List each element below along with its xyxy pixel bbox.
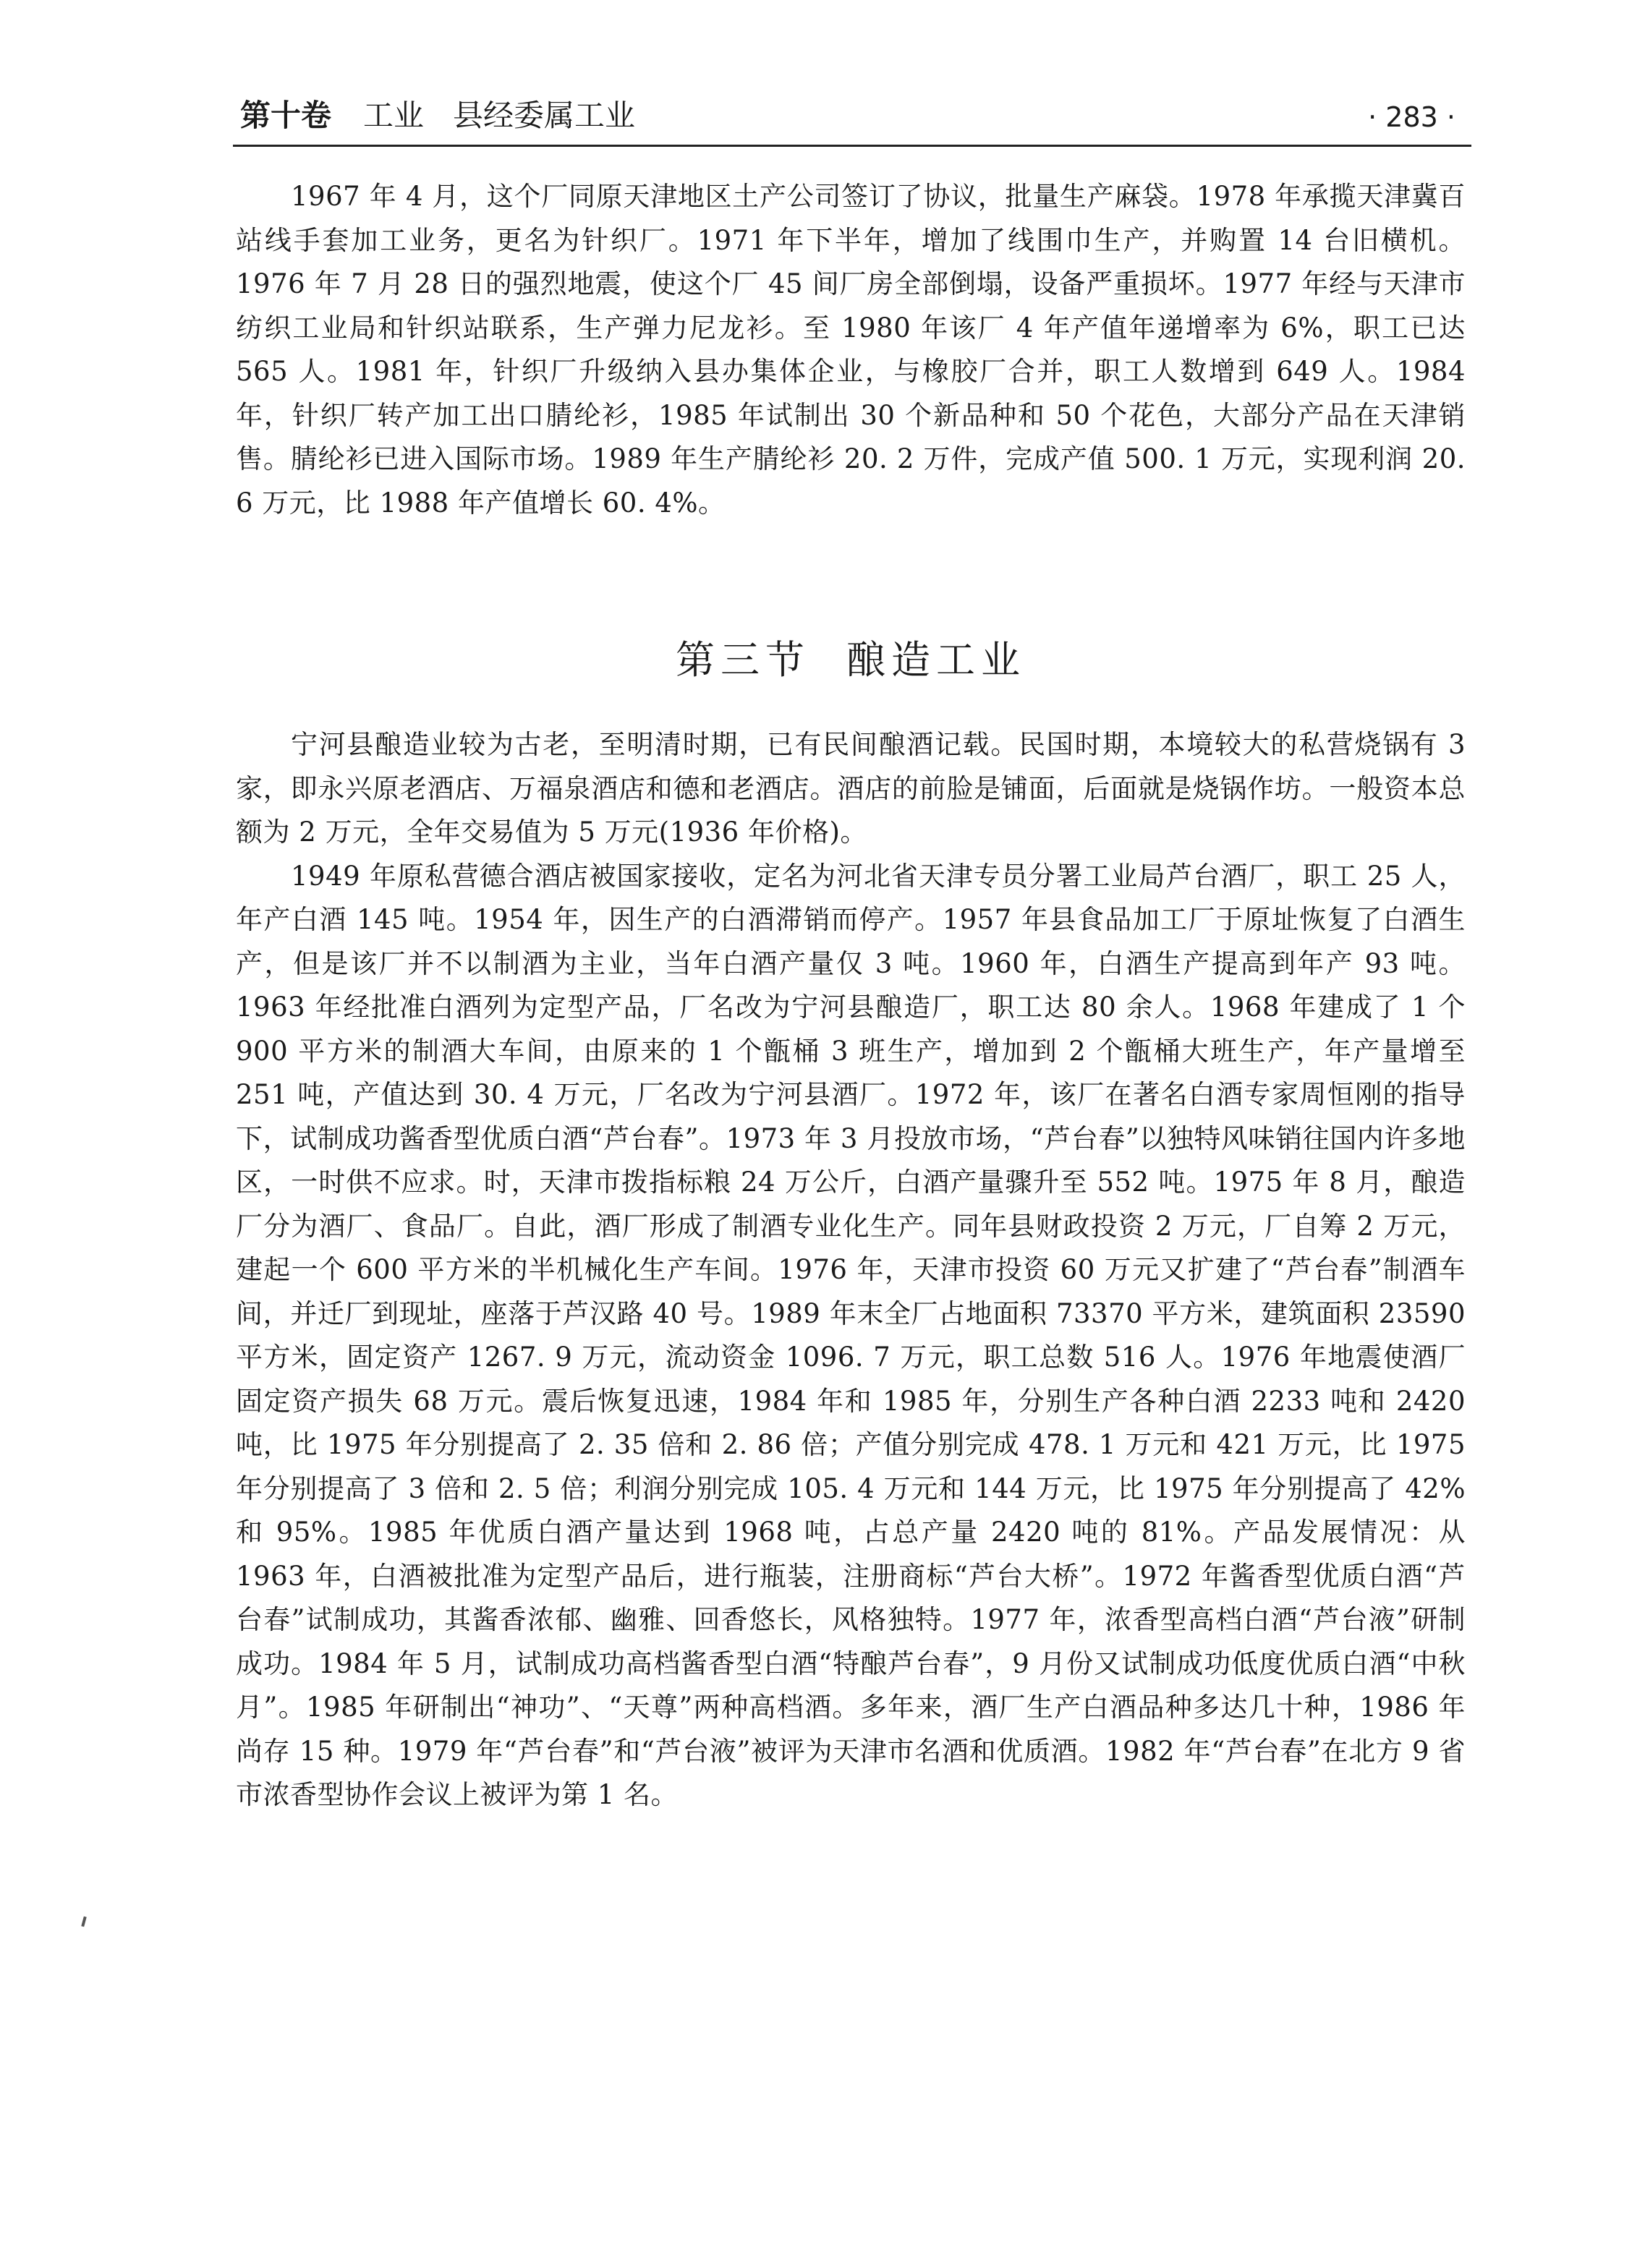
text-block-after-section [236, 723, 1466, 1817]
paragraph: 1949 年原私营德合酒店被国家接收，定名为河北省天津专员分署工业局芦台酒厂，职工 25 人，年产白酒 145 吨。1954 年，因生产的白酒滞销而停产。1957 年县食品加工厂于原址恢复了白酒生产，但是该厂并不以制酒为主业，当年白酒产量仅 3 吨。1960 年，白酒生产提高到年产 93 吨。1963 年经批准白酒列为定型产品，厂名改为宁河县酿造厂，职工达 80 余人。1968 年建成了 1 个 900 平方米的制酒大车间，由原来的 1 个甑桶 3 班生产，增加到 2 个甑桶大班生产，年产量增至 251 吨，产值达到 30. 4 万元，厂名改为宁河县酒厂。1972 年，该厂在著名白酒专家周恒刚的指导下，试制成功酱香型优质白酒“芦台春”。1973 年 3 月投放市场，“芦台春”以独特风味销往国内许多地区，一时供不应求。时，天津市拨指标粮 24 万公斤，白酒产量骤升至 552 吨。1975 年 8 月，酿造厂分为酒厂、食品厂。自此，酒厂形成了制酒专业化生产。同年县财政投资 2 万元，厂自筹 2 万元，建起一个 600 平方米的半机械化生产车间。1976 年，天津市投资 60 万元又扩建了“芦台春”制酒车间，并迁厂到现址，座落于芦汉路 40 号。1989 年末全厂占地面积 73370 平方米，建筑面积 23590 平方米，固定资产 1267. 9 万元，流动资金 1096. 7 万元，职工总数 516 人。1976 年地震使酒厂固定资产损失 68 万元。震后恢复迅速，1984 年和 1985 年，分别生产各种白酒 2233 吨和 2420 吨，比 1975 年分别提高了 2. 35 倍和 2. 86 倍；产值分别完成 478. 1 万元和 421 万元，比 1975 年分别提高了 3 倍和 2. 5 倍；利润分别完成 105. 4 万元和 144 万元，比 1975 年分别提高了 42%和 95%。1985 年优质白酒产量达到 1968 吨，占总产量 2420 吨的 81%。产品发展情况：从 1963 年，白酒被批准为定型产品后，进行瓶装，注册商标“芦台大桥”。1972 年酱香型优质白酒“芦台春”试制成功，其酱香浓郁、幽雅、回香悠长，风格独特。1977 年，浓香型高档白酒“芦台液”研制成功。1984 年 5 月，试制成功高档酱香型白酒“特酿芦台春”，9 月份又试制成功低度优质白酒“中秋月”。1985 年研制出“神功”、“天尊”两种高档酒。多年来，酒厂生产白酒品种多达几十种，1986 年尚存 15 种。1979 年“芦台春”和“芦台液”被评为天津市名酒和优质酒。1982 年“芦台春”在北方 9 省市浓香型协作会议上被评为第 1 名。 [236, 860, 1466, 1810]
page-number: · 283 · [1368, 101, 1455, 133]
section-number: 第三节 [676, 637, 810, 683]
header-title [240, 97, 635, 135]
running-header [233, 93, 1471, 143]
header-part: 工业 [363, 98, 425, 133]
paragraph: 宁河县酿造业较为古老，至明清时期，已有民间酿酒记载。民国时期，本境较大的私营烧锅有 3 家，即永兴原老酒店、万福泉酒店和德和老酒店。酒店的前脸是铺面，后面就是烧锅作坊。一般资本总额为 2 万元，全年交易值为 5 万元(1936 年价格)。 [236, 729, 1466, 848]
section-heading [236, 635, 1466, 686]
section-title: 酿造工业 [846, 637, 1026, 683]
text-block-before-section [236, 175, 1466, 525]
paragraph: 1967 年 4 月，这个厂同原天津地区土产公司签订了协议，批量生产麻袋。1978 年承揽天津冀百站线手套加工业务，更名为针织厂。1971 年下半年，增加了线围巾生产，并购置 14 台旧横机。1976 年 7 月 28 日的强烈地震，使这个厂 45 间厂房全部倒塌，设备严重损坏。1977 年经与天津市纺织工业局和针织站联系，生产弹力尼龙衫。至 1980 年该厂 4 年产值年递增率为 6%，职工已达 565 人。1981 年，针织厂升级纳入县办集体企业，与橡胶厂合并，职工人数增到 649 人。1984 年，针织厂转产加工出口腈纶衫，1985 年试制出 30 个新品种和 50 个花色，大部分产品在天津销售。腈纶衫已进入国际市场。1989 年生产腈纶衫 20. 2 万件，完成产值 500. 1 万元，实现利润 20. 6 万元，比 1988 年产值增长 60. 4%。 [236, 181, 1466, 519]
scan-speck [81, 1917, 86, 1927]
header-divider [233, 145, 1471, 147]
header-volume: 第十卷 [240, 98, 332, 133]
header-chapter: 县经委属工业 [453, 98, 636, 133]
